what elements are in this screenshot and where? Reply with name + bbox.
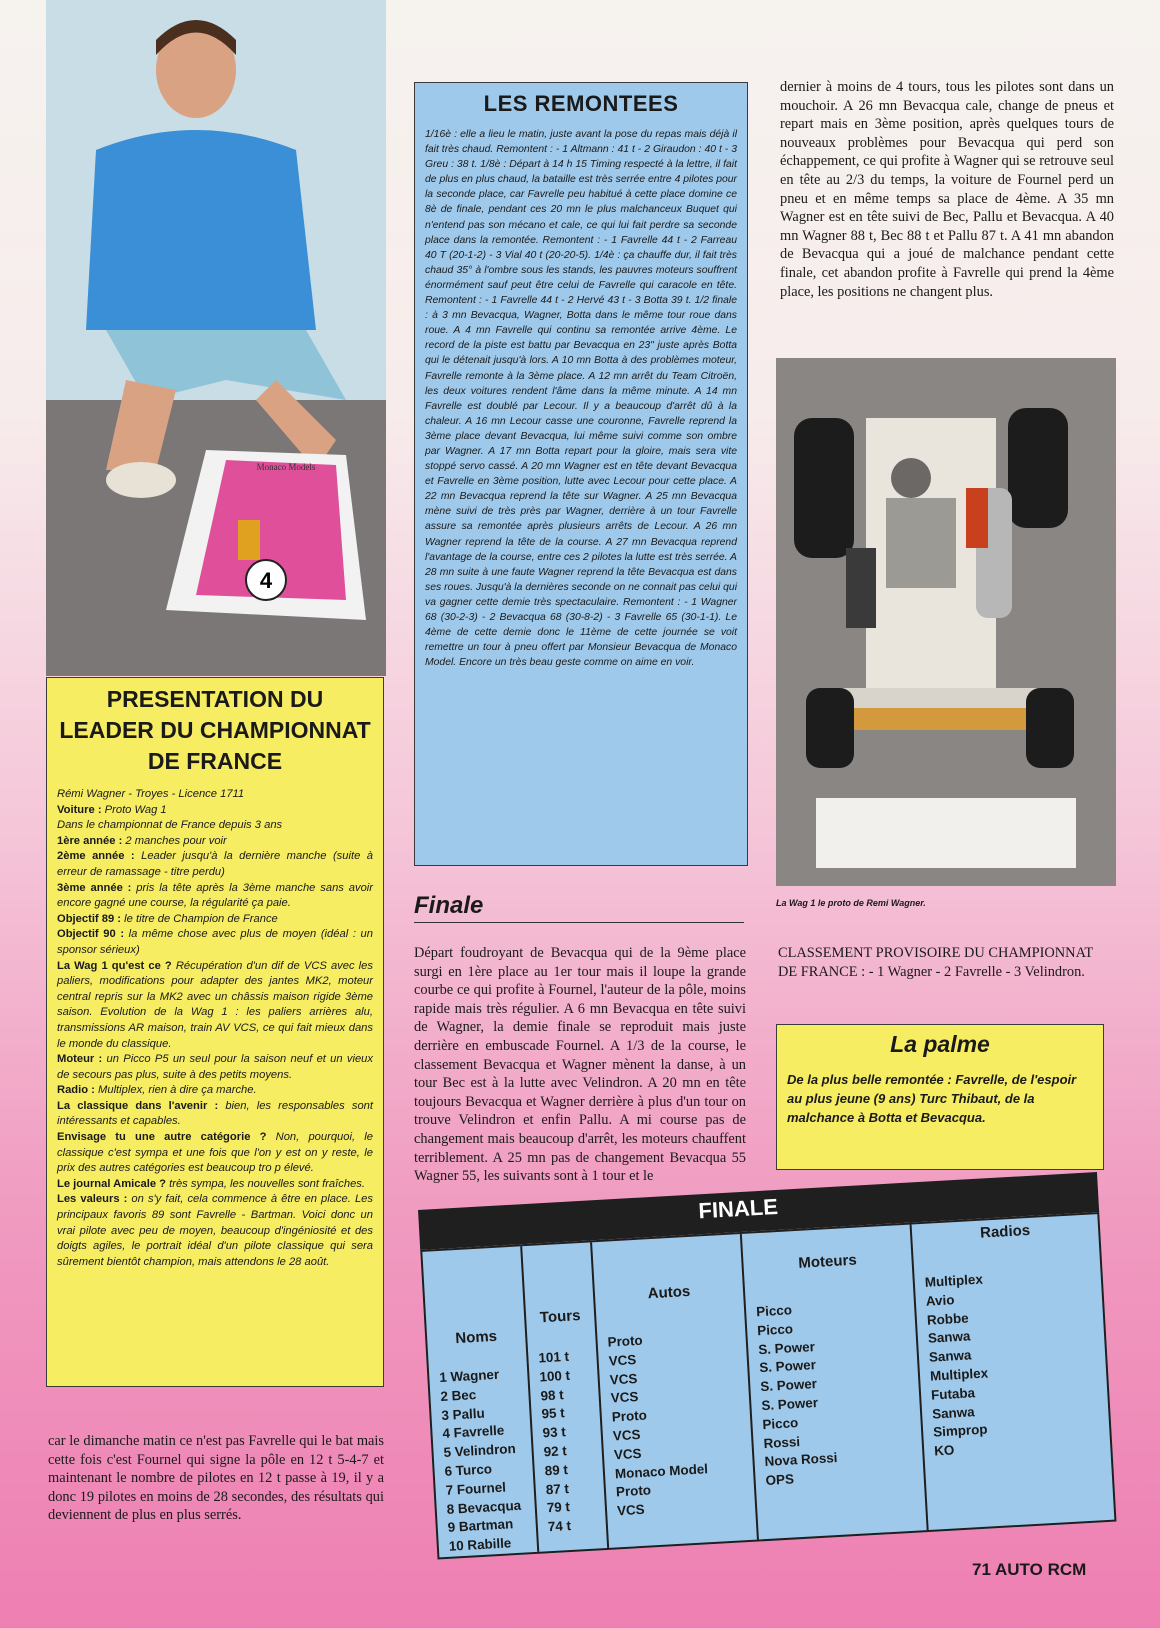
column-radios [912, 1214, 1115, 1530]
list-item: Nova Rossi [764, 1450, 838, 1470]
autos-list [607, 1328, 710, 1521]
list-item: 87 t [545, 1480, 570, 1497]
leader-line: Dans le championnat de France depuis 3 ans [57, 819, 283, 832]
page-number: 71 AUTO RCM [972, 1560, 1087, 1579]
classement-text: CLASSEMENT PROVISOIRE DU CHAMPIONNAT DE FRANCE : - 1 Wagner - 2 Favrelle - 3 Velindron. [778, 945, 1093, 980]
car-photo-caption: La Wag 1 le proto de Remi Wagner. [776, 898, 926, 908]
leader-line: 1ère année : 2 manches pour voir [57, 834, 227, 847]
car-number: 4 [259, 568, 273, 593]
list-item: 9 Bartman [447, 1516, 514, 1536]
right-column-text: dernier à moins de 4 tours, tous les pilotes sont dans un mouchoir. A 26 mn Bevacqua cale, change de pneus et repart mais en 3ème position, après quelques tours de nouveaux problèmes pour Bevacqua qui perd son échappement, ce qui profite à Wagner qui se retrouve seul en tête au 2/3 du temps, la voiture de Fournel perd un pneu et en même temps sa place de 4ème. A 35 mn Wagner est en tête suivi de Bec, Pallu et Bevacqua. A 40 mn Wagner 88 t, Bec 88 t et Pallu 87 t. A 41 mn abandon de Bevacqua qui a joué de malchance pendant cette finale, cet abandon profite à Favrelle qui prend la 4ème place, les positions ne changent plus. [780, 79, 1114, 300]
palme-title: La palme [890, 1031, 990, 1057]
pilot-photo [46, 0, 386, 676]
remontees-box [414, 82, 748, 866]
list-item: Picco [755, 1302, 793, 1320]
list-item: 7 Fournel [445, 1479, 507, 1498]
list-item: 92 t [543, 1443, 568, 1460]
remontees-title: LES REMONTEES [483, 91, 679, 116]
list-item: Proto [611, 1407, 648, 1425]
list-item: Rossi [763, 1433, 801, 1451]
list-item: Proto [607, 1332, 644, 1350]
list-item: S. Power [759, 1376, 818, 1395]
leader-line: Objectif 89 : le titre de Champion de France [57, 912, 278, 925]
column-moteurs [742, 1224, 929, 1539]
palme-text: De la plus belle remontée : Favrelle, de l'espoir au plus jeune (9 ans) Turc Thibaut, de la malchance à Botta et Bevacqua. [787, 1072, 1077, 1125]
list-item: Monaco Model [614, 1460, 709, 1481]
list-item: Robbe [926, 1310, 969, 1328]
results-table [418, 1172, 1116, 1559]
list-item: Multiplex [929, 1365, 989, 1384]
list-item: 79 t [546, 1499, 571, 1516]
column-header: Autos [647, 1282, 691, 1303]
list-item: Sanwa [928, 1347, 972, 1365]
list-item: Avio [925, 1292, 955, 1309]
car-photo [776, 358, 1116, 886]
list-item: VCS [610, 1389, 639, 1406]
list-item: 4 Favrelle [442, 1422, 505, 1442]
bottom-left-text: car le dimanche matin ce n'est pas Favrelle qui le bat mais cette fois c'est Fournel qui signe la pôle en 12 t 5-4-7 et maintenant le nombre de pilotes en 12 t passe à 19, il y a donc 19 pilotes en moins de 28 secondes, des résultats qui deviennent de plus en plus serrés. [48, 1433, 384, 1524]
column-noms [422, 1246, 539, 1557]
list-item: Simprop [932, 1421, 988, 1440]
leader-line: Envisage tu une autre catégorie ? Non, pourquoi, le classique c'est sympa et une fois que l'on y est on y reste, le prix des autres catégories est beaucoup tro p élevé. [57, 1131, 373, 1175]
leader-line: La classique dans l'avenir : bien, les responsables sont intéressants et capables. [57, 1099, 373, 1128]
list-item: 74 t [547, 1518, 572, 1535]
leader-line: 2ème année : Leader jusqu'à la dernière manche (suite à erreur de ramassage - titre perdu) [57, 850, 373, 878]
list-item: Picco [756, 1321, 794, 1339]
list-item: 10 Rabille [448, 1535, 512, 1554]
leader-line: 3ème année : pris la tête après la 3ème manche sans avoir encore gagné une course, la régularité ça paie. [57, 881, 374, 910]
list-item: KO [933, 1442, 955, 1459]
list-item: Futaba [930, 1384, 976, 1403]
leader-line: Moteur : un Picco P5 un seul pour la saison neuf et un vieux de secours pas plus, suite à des petits moyens. [57, 1053, 373, 1081]
palme-box [776, 1024, 1104, 1170]
leader-line: La Wag 1 qu'est ce ? Récupération d'un dif de VCS avec les paliers, modifications pour adapter des jantes MK2, moteur central repris sur la MK2 avec un châssis maison rigide 3ème saison. Evolution de la Wag 1 : les paliers arrières alu, transmissions AR maison, train AV VCS, ce qui fait mieux dans le monde du classique. [57, 959, 373, 1050]
list-item: VCS [613, 1445, 642, 1463]
finale-text: Départ foudroyant de Bevacqua qui de la 9ème place surgi en 1ère place au 1er tour mais il loupe la grande courbe ce qui profite à Fournel, l'auteur de la pôle, moins rapide mais très régulier. A 6 mn Bevacqua en tête suivi de Wagner, la demie finale se reproduit mais juste derrière en embuscade Fournel. A 1/3 de la course, le classement Bevacqua et Wagner mènent la danse, à un tour Bec est à la lutte avec Velindron. A 20 mn en tête toujours Bevacqua et Wagner derrière à plus d'un tour on trouve Velindron et enfin Pallu. A mi course pas de changement mais beaucoup d'arrêt, les moteurs chauffent terriblement. A 25 mn pas de changement Bevacqua 55 Wagner 55, les suivants sont à 1 tour et le [414, 945, 746, 1185]
leader-line: Voiture : Proto Wag 1 [57, 803, 167, 816]
list-item: 89 t [544, 1461, 569, 1479]
car-photo-illustration [776, 358, 1116, 886]
list-item: 5 Velindron [443, 1441, 517, 1461]
list-item: 100 t [539, 1367, 571, 1385]
list-item: Picco [762, 1414, 799, 1432]
list-item: VCS [608, 1351, 637, 1369]
leader-line: Les valeurs : on s'y fait, cela commence à être en place. Les principaux favoris 89 sont Favrelle - Bartman. Voici donc un vrai pilote avec peu de moyen, beaucoup d'ingéniosité et des doigts agiles, le portrait idéal d'un pilote classique qui sera sûrement bientôt champion, mais attendons le 28 août. [57, 1193, 373, 1268]
leader-line: Rémi Wagner - Troyes - Licence 1711 [57, 788, 245, 800]
moteurs-list [756, 1299, 839, 1491]
list-item: OPS [765, 1471, 795, 1489]
column-header: Moteurs [797, 1251, 858, 1272]
leader-title: PRESENTATION DU LEADER DU CHAMPIONNAT DE FRANCE [59, 686, 371, 774]
leader-box [46, 677, 384, 1387]
list-item: Sanwa [931, 1403, 975, 1422]
list-item: S. Power [757, 1338, 816, 1357]
list-item: 2 Bec [440, 1386, 477, 1404]
finale-heading: Finale [414, 892, 484, 919]
column-header: Tours [539, 1307, 581, 1327]
list-item: 101 t [538, 1348, 570, 1366]
list-item: 6 Turco [444, 1461, 493, 1479]
list-item: Sanwa [927, 1328, 971, 1347]
list-item: 95 t [541, 1405, 566, 1422]
pilot-photo-illustration [46, 0, 386, 676]
column-autos [592, 1234, 759, 1548]
list-item: S. Power [758, 1357, 817, 1376]
list-item: Multiplex [924, 1271, 984, 1290]
column-header: Noms [454, 1327, 498, 1348]
list-item: Proto [615, 1482, 652, 1500]
leader-line: Le journal Amicale ? très sympa, les nouvelles sont fraîches. [57, 1177, 365, 1190]
leader-line: Radio : Multiplex, rien à dire ça marche. [57, 1084, 257, 1097]
list-item: 93 t [542, 1424, 567, 1441]
list-item: 98 t [540, 1386, 565, 1404]
finale-heading-rule [414, 892, 744, 923]
car-brand-label: Monaco Models [256, 462, 316, 472]
radios-list [924, 1271, 992, 1462]
list-item: VCS [612, 1426, 641, 1444]
list-item: VCS [616, 1502, 646, 1519]
results-table-title: FINALE [697, 1193, 779, 1224]
tours-list [538, 1348, 579, 1537]
list-item: 8 Bevacqua [446, 1497, 522, 1517]
noms-list [439, 1365, 524, 1557]
results-table-grid [420, 1212, 1116, 1559]
leader-line: Objectif 90 : la même chose avec plus de moyen (idéal : un sponsor sérieux) [57, 928, 373, 956]
list-item: 3 Pallu [441, 1405, 486, 1423]
list-item: VCS [609, 1370, 638, 1388]
list-item: S. Power [761, 1394, 819, 1414]
remontees-text: 1/16è : elle a lieu le matin, juste avant la pose du repas mais déjà il fait très chaud. Remontent : - 1 Altmann : 41 t - 2 Giraudon : 40 t - 3 Greu : 38 t. 1/8è : Départ à 14 h 15 Timing respecté à la lettre, il fait de plus en plus chaud, la bataille est très serrée entre 4 pilotes pour la seconde place, car Favrelle peu habitué à cette place domine ce 8è de finale, pendant ces 20 mn le plus malchanceux Buquet qui n'entend pas son mécano et cale, ce qui lui fait perdre sa seconde place dans la remontée. Remontent : - 1 Favrelle 44 t - 2 Farreau 40 T (20-1-2) - 3 Vial 40 t (20-20-5). 1/4è : ça chauffe dur, il fait très chaud 35° à l'ombre sous les stands, les pauvres moteurs souffrent énormément sauf peut être celui de Favrelle qui caracole en tête. Remontent : - 1 Favrelle 44 t - 2 Hervé 43 t - 3 Botta 39 t. 1/2 finale : à 3 mn Bevacqua, Wagner, Botta dans le même tour roue dans roue. A 4 mn Favrelle qui continu sa remontée arrive 4ème. Le record de la piste est battu par Bevacqua en 23" juste après Botta qui le détenait jusqu'à lors. A 10 mn Botta à des problèmes moteur, Favrelle remonte à la 3ème place. A 12 mn arrêt du Team Citroën, les deux voitures rendent l'âme dans la même minute. A 14 mn Favrelle est doublé par Lecour. Il y a beaucoup d'arrêt dû à la chaleur. A 16 mn Lecour casse une couronne, Favrelle reprend la 3ème place devant Bevacqua, lui même suivi comme son ombre par Wagner. A 17 mn Botta repart pour la gloire, mais sera vite stoppé servo cassé. A 20 mn Wagner est en tête devant Bevacqua et Favrelle en 3ème position, lutte avec Lecour pour cette place. A 22 mn Bevacqua reprend la tête sur Wagner. A 25 mn Bevacqua mène suivi de très près par Wagner, derrière à un tour Favrelle assure sa remontée après plusieurs arrêts de Lecour. A 26 mn Wagner reprend la tête de la course. A 27 mn Bevacqua reprend l'avantage de la course, entre ces 2 pilotes la lutte est très serrée. A 28 mn suite à une faute Wagner reprend la tête Bevacqua est dans ses roues. Jusqu'à la dernières seconde on ne connait pas celui qui va gagner cette demie très spectaculaire. Remontent : - 1 Wagner 68 (30-2-3) - 2 Bevacqua 68 (30-8-2) - 3 Favrelle 65 (30-1-1). Le 4ème de cette demie donc le 11ème de cette journée se voit remettre un tour à pneu offert par Monsieur Bevacqua de Monaco Model. Encore un très beau geste comme on aime en voir. [425, 129, 737, 669]
list-item: 1 Wagner [438, 1366, 500, 1386]
column-header: Radios [979, 1221, 1031, 1242]
